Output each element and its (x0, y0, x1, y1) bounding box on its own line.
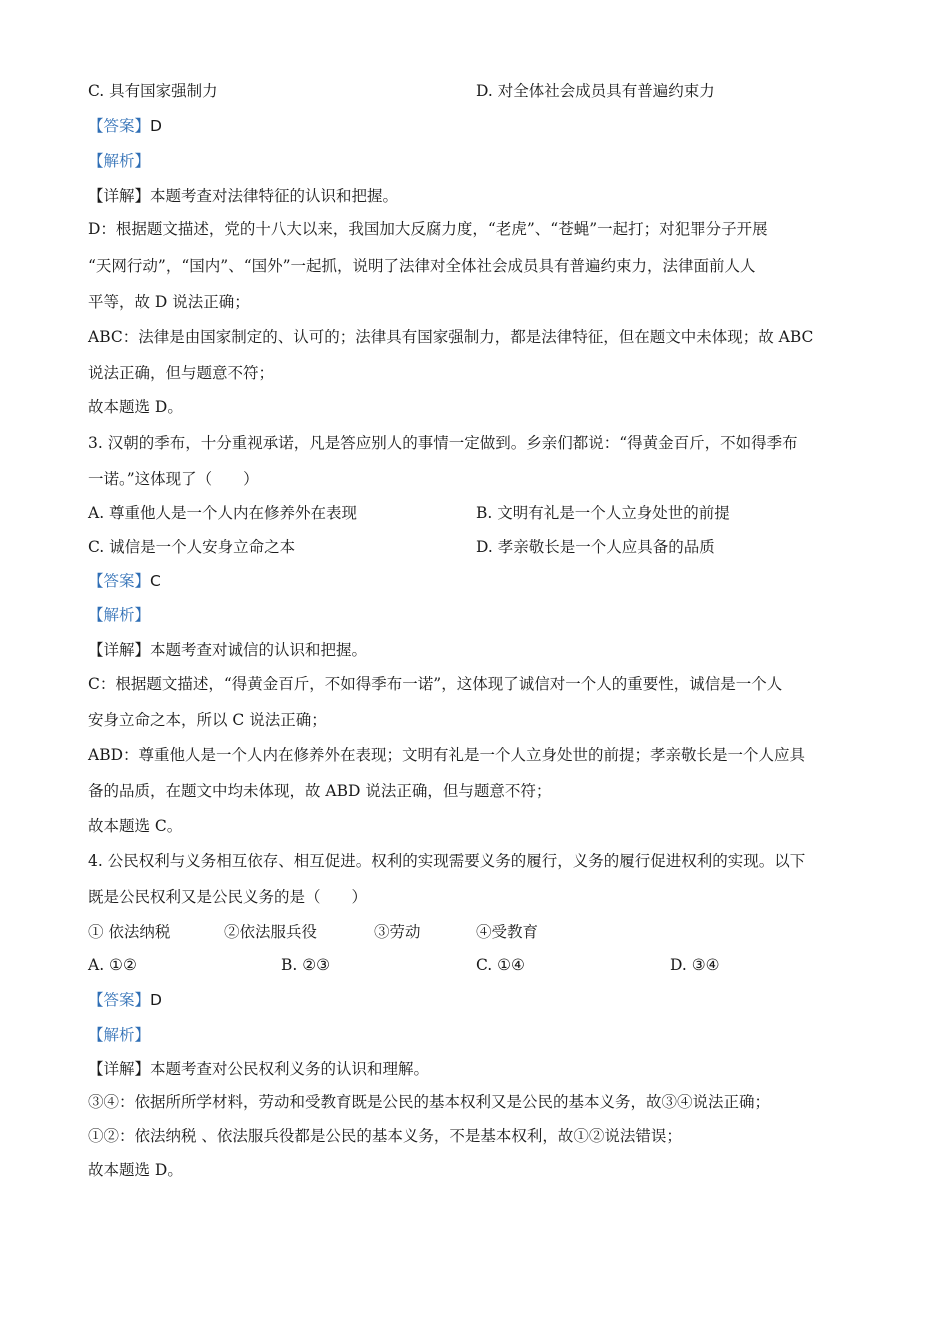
q4-item-3: ③劳动 (374, 923, 421, 941)
q3-analysis-tag: 【解析】 (88, 606, 151, 624)
q2-option-c: C. 具有国家强制力 (88, 82, 218, 100)
answer-tag: 【答案】 (88, 117, 151, 135)
q4-detail (88, 1059, 429, 1079)
q4-stem-line: 4. 公民权利与义务相互依存、相互促进。权利的实现需要义务的履行，义务的履行促进权利的实现。以下 (88, 852, 806, 870)
q2-explanation-line: 平等，故 D 说法正确； (88, 293, 250, 311)
detail-intro: 本题考查对公民权利义务的认识和理解。 (150, 1060, 430, 1078)
q3-explanation-line: C：根据题文描述，“得黄金百斤，不如得季布一诺”，这体现了诚信对一个人的重要性，诚信是一个人 (88, 675, 783, 693)
q3-detail (88, 640, 367, 660)
q2-answer (88, 116, 162, 136)
q2-explanation-line: 说法正确，但与题意不符； (88, 364, 275, 382)
q4-stem-line: 既是公民权利又是公民义务的是（ ） (88, 888, 368, 906)
q4-option-d: D. ③④ (670, 956, 720, 974)
q2-detail (88, 186, 398, 206)
q2-explanation-line: D：根据题文描述，党的十八大以来，我国加大反腐力度，“老虎”、“苍蝇”一起打；对犯罪分子开展 (88, 220, 768, 238)
q3-explanation-line: 备的品质，在题文中均未体现，故 ABD 说法正确，但与题意不符； (88, 782, 552, 800)
detail-intro: 本题考查对法律特征的认识和把握。 (150, 187, 399, 205)
q4-analysis-tag: 【解析】 (88, 1026, 151, 1044)
q4-option-a: A. ①② (88, 956, 137, 974)
q3-stem-line: 一诺。”这体现了（ ） (88, 470, 259, 488)
q4-item-4: ④受教育 (476, 923, 539, 941)
answer-tag: 【答案】 (88, 572, 151, 590)
q4-explanation-line: ①②：依法纳税 、依法服兵役都是公民的基本义务，不是基本权利，故①②说法错误； (88, 1127, 682, 1145)
q2-option-d: D. 对全体社会成员具有普遍约束力 (476, 82, 715, 100)
q2-explanation-line: ABC：法律是由国家制定的、认可的；法律具有国家强制力，都是法律特征，但在题文中未体现；故 ABC (88, 328, 814, 346)
q4-explanation-line: ③④：依据所所学材料，劳动和受教育既是公民的基本权利又是公民的基本义务，故③④说法正确； (88, 1093, 771, 1111)
q3-option-c: C. 诚信是一个人安身立命之本 (88, 538, 296, 556)
detail-intro: 本题考查对诚信的认识和把握。 (150, 641, 368, 659)
answer-tag: 【答案】 (88, 991, 151, 1009)
q4-answer (88, 990, 162, 1010)
answer-value: D (150, 991, 162, 1009)
q3-option-a: A. 尊重他人是一个人内在修养外在表现 (88, 504, 358, 522)
q3-stem-line: 3. 汉朝的季布，十分重视承诺，凡是答应别人的事情一定做到。乡亲们都说：“得黄金百斤，不如得季布 (88, 434, 798, 452)
q4-option-c: C. ①④ (476, 956, 525, 974)
q2-explanation-line: “天网行动”，“国内”、“国外”一起抓，说明了法律对全体社会成员具有普遍约束力，法律面前人人 (88, 257, 756, 275)
q3-conclusion: 故本题选 C。 (88, 817, 183, 835)
detail-tag: 【详解】 (88, 641, 151, 659)
detail-tag: 【详解】 (88, 187, 151, 205)
q3-option-d: D. 孝亲敬长是一个人应具备的品质 (476, 538, 715, 556)
q2-conclusion: 故本题选 D。 (88, 398, 183, 416)
q2-analysis-tag: 【解析】 (88, 152, 151, 170)
q4-option-b: B. ②③ (281, 956, 331, 974)
q4-conclusion: 故本题选 D。 (88, 1161, 183, 1179)
q4-item-2: ②依法服兵役 (224, 923, 318, 941)
answer-value: D (150, 117, 162, 135)
q3-explanation-line: ABD：尊重他人是一个人内在修养外在表现；文明有礼是一个人立身处世的前提；孝亲敬长是一个人应具 (88, 746, 806, 764)
q3-option-b: B. 文明有礼是一个人立身处世的前提 (476, 504, 730, 522)
q3-explanation-line: 安身立命之本，所以 C 说法正确； (88, 711, 327, 729)
q4-item-1: ① 依法纳税 (88, 923, 171, 941)
q3-answer (88, 571, 161, 591)
detail-tag: 【详解】 (88, 1060, 151, 1078)
answer-value: C (150, 572, 161, 590)
